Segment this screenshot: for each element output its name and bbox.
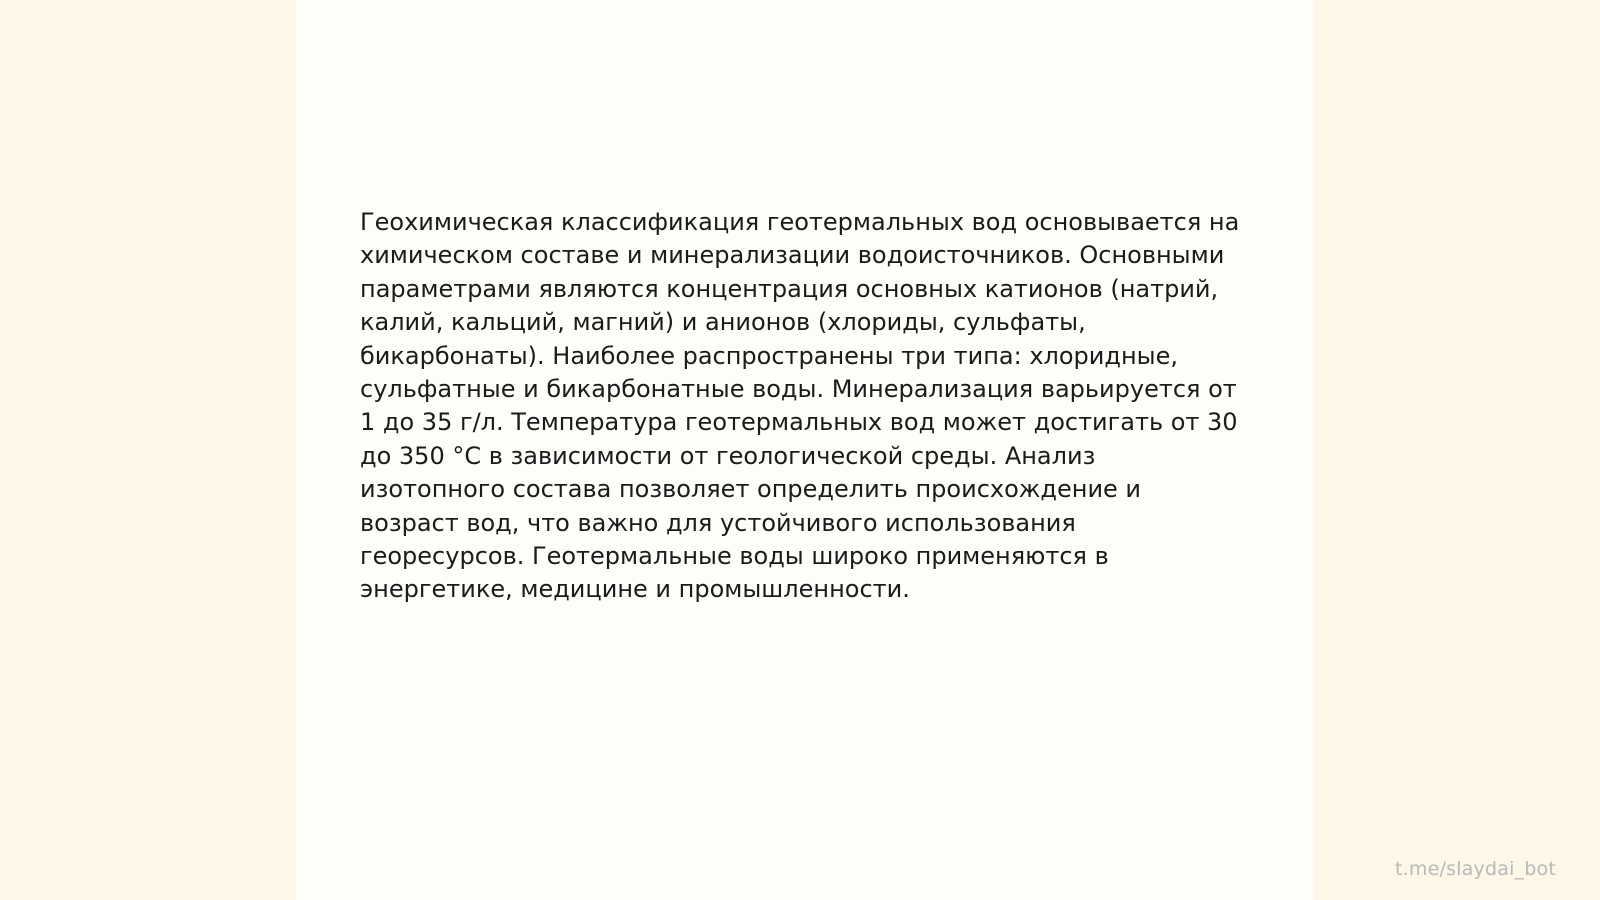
right-margin-panel (1314, 0, 1600, 900)
watermark-link[interactable]: t.me/slaydai_bot (1395, 858, 1556, 880)
slide-body-text: Геохимическая классификация геотермальных вод основывается на химическом составе и минерализации водоисточников. Основными параметрами являются концентрация основных катионов (натрий, калий, кальций, магний) и анионов (хлориды, сульфаты, бикарбонаты). Наиболее распространены три типа: хлоридные, сульфатные и бикарбонатные воды. Минерализация варьируется от 1 до 35 г/л. Температура геотермальных вод может достигать от 30 до 350 °С в зависимости от геологической среды. Анализ изотопного состава позволяет определить происхождение и возраст вод, что важно для устойчивого использования георесурсов. Геотермальные воды широко применяются в энергетике, медицине и промышленности. (360, 208, 1240, 604)
left-margin-panel (0, 0, 296, 900)
slide-canvas (296, 0, 1314, 900)
